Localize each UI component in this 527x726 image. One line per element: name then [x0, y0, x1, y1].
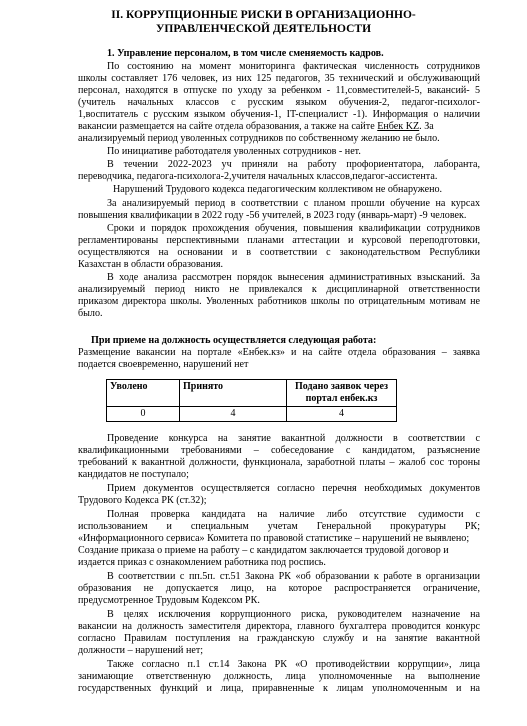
text-line: Казахстан в области образования.: [78, 259, 224, 270]
text-line: переводчика, педагога-психолога-2,учителя начальных классов,педагог-ассистента.: [78, 171, 438, 182]
text-line: [78, 121, 434, 133]
text-line: подается своевременно, нарушений нет: [78, 359, 249, 370]
text-line: предусмотренное Трудовым Кодексом РК.: [78, 595, 260, 606]
text-line: В ходе анализа рассмотрен порядок вынесения административных взысканий. За: [107, 272, 480, 283]
title-line-1: II. КОРРУПЦИОННЫЕ РИСКИ В ОРГАНИЗАЦИОННО-: [111, 9, 416, 21]
text-line: (учитель начальных классов с русским языком обучения-2, педагог-психолог-: [78, 97, 480, 108]
table-header-cell: Подано заявок через портал енбек.кз: [287, 380, 397, 407]
table-cell: 4: [287, 407, 397, 422]
text-line: требований к вакантной должности, функционала, заработной платы – жалоб сос тороны: [78, 457, 480, 468]
table-cell: 0: [107, 407, 180, 422]
text-line: Полная проверка кандидата на наличие либо отсутствие судимости с: [107, 509, 480, 520]
text-line: издается приказ с ознакомлением работника под роспись.: [78, 557, 326, 568]
text-line: «Информационного сервиса» Комитета по правовой статистике – нарушений не выявлено;: [78, 533, 470, 544]
text-line: Проведение конкурса на занятие вакантной должности в соответствии с: [107, 433, 480, 444]
text-line: Создание приказа о приеме на работу – с кандидатом заключается трудовой договор и: [78, 545, 449, 556]
table-cell: 4: [180, 407, 287, 422]
table-header-cell: Принято: [180, 380, 287, 407]
text-line: Сроки и порядок прохождения обучения, повышения квалификации сотрудников: [107, 223, 480, 234]
text-line: В целях исключения коррупционного риска, руководителем назначение на: [107, 609, 480, 620]
text-line: За анализируемый период в соответствии с планом прошли обучение на курсах: [107, 198, 480, 209]
text-line: Нарушений Трудового кодекса педагогическим коллективом не обнаружено.: [113, 184, 443, 195]
text-line: 1,воспитатель с русским языком обучения-1, IT-специалист -1). Информация о наличии: [78, 109, 480, 120]
text-line: анализируемый период уволенных сотрудников по собственному желанию не было.: [78, 133, 440, 144]
table-header-cell: Уволено: [107, 380, 180, 407]
title-line-2: УПРАВЛЕНЧЕСКОЙ ДЕЯТЕЛЬНОСТИ: [155, 23, 372, 35]
text-line: занимающие ответственную должность, лица уполномоченные на выполнение: [78, 671, 480, 682]
text-line: По инициативе работодателя уволенных сотрудников - нет.: [107, 146, 361, 157]
text-line: вакансии на должность заместителя директора, главного бухгалтера проводится конкурс: [78, 621, 480, 632]
text-line: По состоянию на момент мониторинга фактическая численность сотрудников: [107, 61, 480, 72]
text-line: образования не допускается лицо, на которое распространяется ограничение,: [78, 583, 480, 594]
text-line: кандидатов не поступало;: [78, 469, 189, 480]
text-line: повышения квалификации в 2022 году -56 учителей, в 2023 году (январь-март) -9 человек.: [78, 210, 467, 221]
hire-heading: При приеме на должность осуществляется следующая работа:: [91, 335, 377, 346]
text-line: персонал, находятся в отпуске по уходу за ребенком - 11,совместителей-5, вакансий- 5: [78, 85, 480, 96]
text-line: приказом директора школы. Уволенных работников школы по отрицательным мотивам не: [78, 296, 480, 307]
text-line: Прием документов осуществляется согласно перечня необходимых документов: [107, 483, 480, 494]
text-segment: . За: [419, 121, 434, 132]
text-line: квалификационными требованиями – собеседование с кандидатом, разъяснение: [78, 445, 480, 456]
text-line: регламентированы перспективными планами аттестации и курсовой переподготовки,: [78, 235, 480, 246]
text-line: школы составляет 176 человек, из них 125 педагогов, 35 технический и обслуживающий: [78, 73, 480, 84]
text-line: осуществляются на основании и в соответствии с законодательством Республики: [78, 247, 480, 258]
enbek-link[interactable]: Енбек KZ: [377, 121, 420, 132]
text-segment: вакансии размещается на сайте отдела образования, а также на сайте: [78, 121, 375, 132]
text-line: должности – нарушений нет;: [78, 645, 204, 656]
hiring-table: [106, 379, 397, 422]
text-line: использованием и специальным учетам Генеральной прокуратуры РК;: [78, 521, 480, 532]
table-row: [107, 407, 397, 422]
text-line: Размещение вакансии на портале «Енбек.кз» и на сайте отдела образования – заявка: [78, 347, 480, 358]
text-line: анализируемый период никто не привлекался к дисциплинарной ответственности: [78, 284, 480, 295]
text-line: было.: [78, 308, 103, 319]
section-heading: 1. Управление персоналом, в том числе сменяемость кадров.: [107, 48, 384, 59]
text-line: В течении 2022-2023 уч приняли на работу профориентатора, лаборанта,: [107, 159, 480, 170]
text-line: Трудового Кодекса РК (ст.32);: [78, 495, 207, 506]
text-line: государственных функций и лица, приравненные к лицам уполномоченным и на: [78, 683, 480, 694]
text-line: В соответствии с пп.5п. ст.51 Закона РК «об образовании к работе в организации: [107, 571, 480, 582]
text-line: Также согласно п.1 ст.14 Закона РК «О противодействии коррупции», лица: [107, 659, 480, 670]
text-line: согласно Правилам поступления на гражданскую службу и на занятие вакантной: [78, 633, 480, 644]
table-header-row: [107, 380, 397, 407]
